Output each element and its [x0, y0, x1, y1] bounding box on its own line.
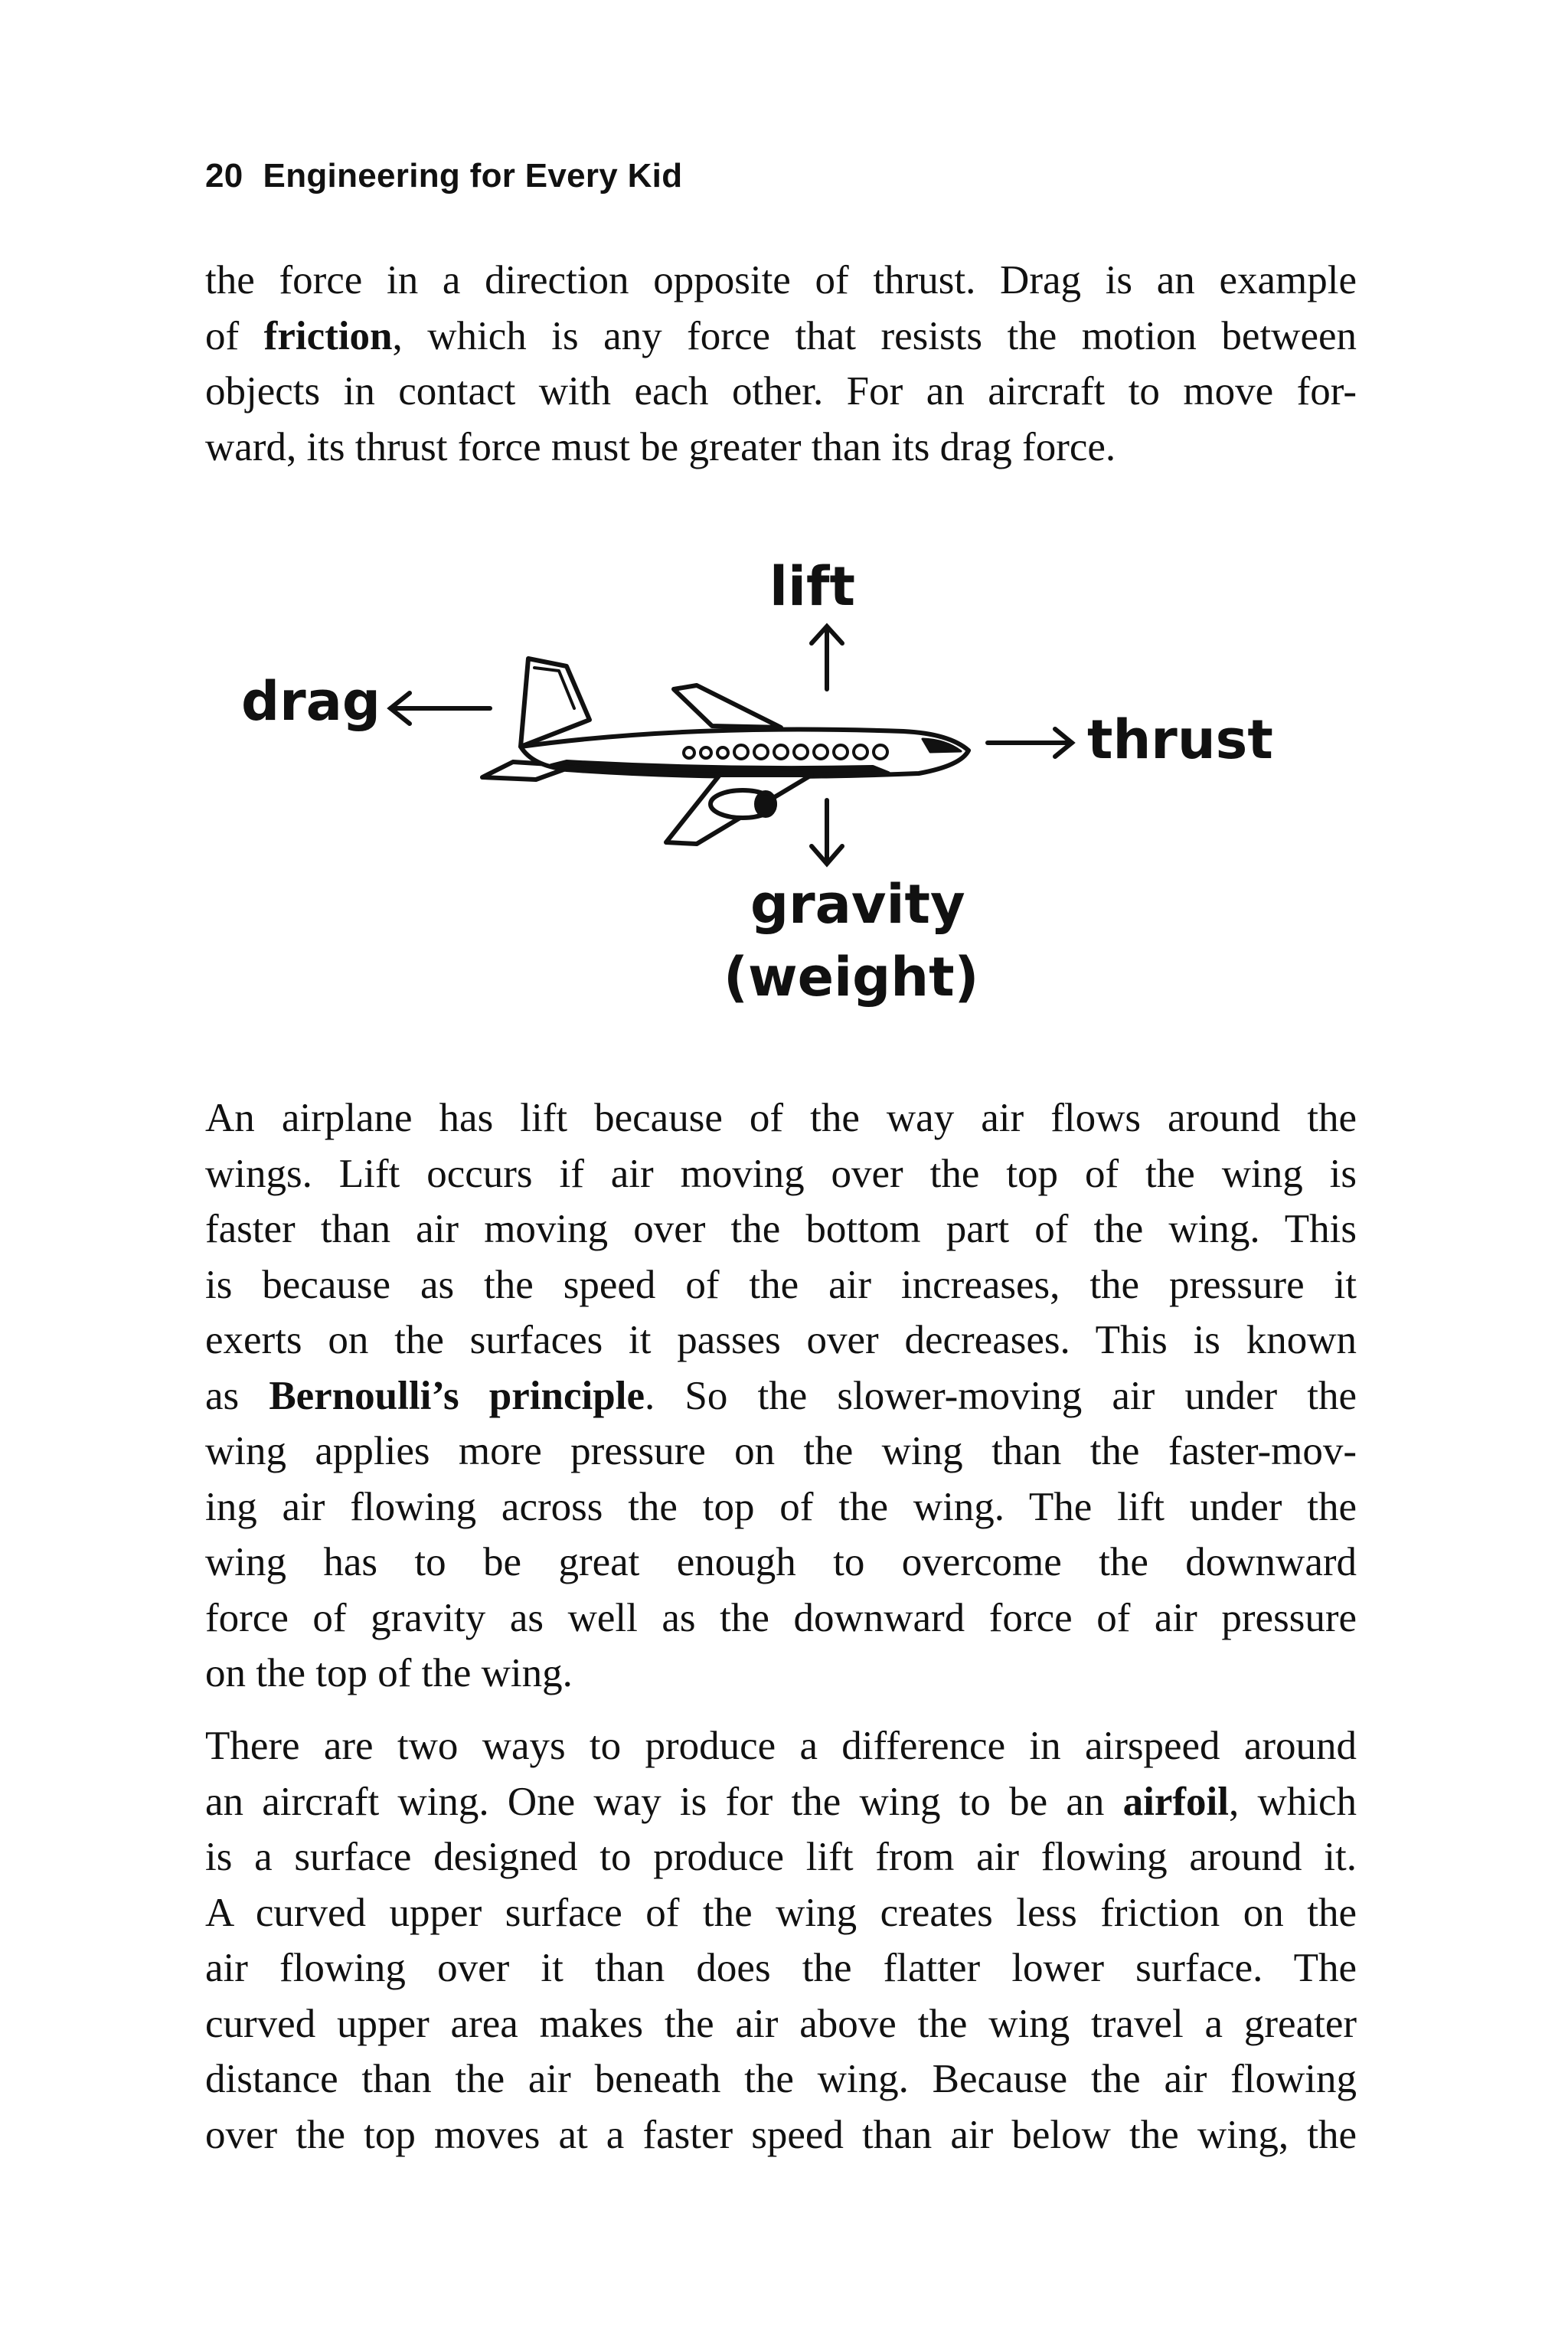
label-weight: (weight) [724, 946, 979, 1009]
term-friction: friction [263, 313, 393, 358]
label-lift: lift [769, 555, 855, 618]
airplane-forces-figure [230, 536, 1332, 1026]
text-line: over the top moves at a faster speed than air below the wing, the [205, 2112, 1357, 2157]
term-bernoullis-principle: Bernoulli’s principle [269, 1373, 645, 1418]
text-line: faster than air moving over the bottom part of the wing. This [205, 1207, 1357, 1251]
paragraph-lift [205, 1090, 1357, 1702]
text-line: ward, its thrust force must be greater than its drag force. [205, 424, 1116, 469]
text-line: There are two ways to produce a difference in airspeed around [205, 1724, 1357, 1768]
text-line: the force in a direction opposite of thrust. Drag is an example [205, 258, 1357, 302]
text-line: An airplane has lift because of the way air flows around the [205, 1096, 1357, 1140]
text-line: on the top of the wing. [205, 1651, 573, 1695]
text-line: force of gravity as well as the downward force of air pressure [205, 1595, 1357, 1640]
label-drag: drag [241, 670, 381, 733]
text-line: wing applies more pressure on the wing than the faster-mov- [205, 1429, 1357, 1473]
text-line: as Bernoulli’s principle. So the slower-moving air under the [205, 1373, 1357, 1418]
text-line: exerts on the surfaces it passes over decreases. This is known [205, 1318, 1357, 1362]
text-line: wing has to be great enough to overcome the downward [205, 1540, 1357, 1584]
running-header [205, 157, 682, 195]
book-title: Engineering for Every Kid [263, 157, 683, 195]
term-airfoil: airfoil [1122, 1779, 1229, 1824]
text-line: distance than the air beneath the wing. Because the air flowing [205, 2057, 1357, 2101]
text-line: curved upper area makes the air above the wing travel a greater [205, 2001, 1357, 2046]
thrust-arrow-icon [988, 729, 1072, 757]
paragraph-drag [205, 253, 1357, 475]
drag-arrow-icon [390, 693, 490, 724]
text-line: of friction, which is any force that resists the motion between [205, 313, 1357, 358]
text-line: an aircraft wing. One way is for the wing to be an airfoil, which [205, 1779, 1357, 1824]
paragraph-airfoil [205, 1718, 1357, 2163]
text-line: wings. Lift occurs if air moving over the top of the wing is [205, 1151, 1357, 1196]
text-line: A curved upper surface of the wing creates less friction on the [205, 1890, 1357, 1935]
label-gravity: gravity [750, 873, 965, 936]
gravity-arrow-icon [812, 800, 842, 864]
text-line: objects in contact with each other. For an aircraft to move for- [205, 369, 1357, 414]
text-line: air flowing over it than does the flatter lower surface. The [205, 1946, 1357, 1990]
lift-arrow-icon [812, 626, 842, 689]
page-number: 20 [205, 157, 243, 195]
label-thrust: thrust [1087, 708, 1273, 771]
airplane-forces-illustration [230, 536, 1332, 1026]
text-line: ing air flowing across the top of the wing. The lift under the [205, 1484, 1357, 1529]
text-line: is because as the speed of the air increases, the pressure it [205, 1262, 1357, 1307]
text-line: is a surface designed to produce lift from air flowing around it. [205, 1835, 1357, 1879]
